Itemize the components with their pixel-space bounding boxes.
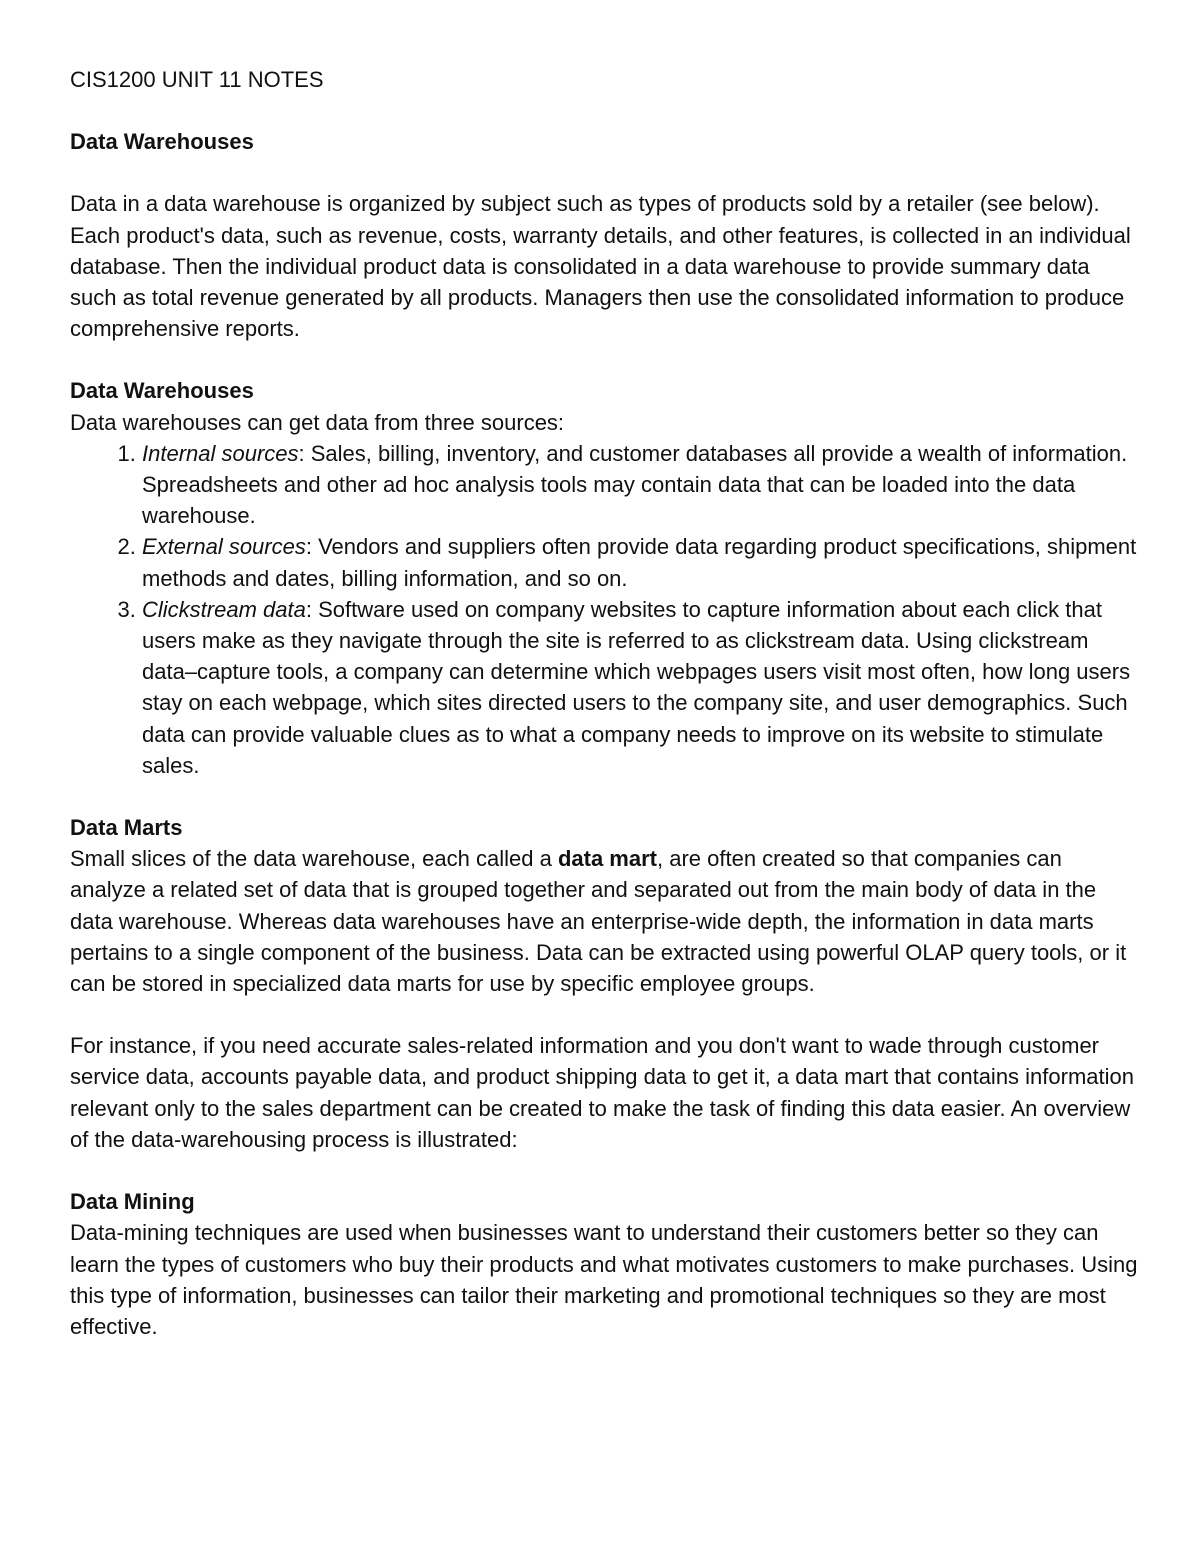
list-item-text: : Software used on company websites to capture information about each click that users make as they navigate through the site is referred to as clickstream data. Using clickstream data–capture tools, a company can determine which webpages users visit most often, how long users stay on each webpage, which sites directed users to the company site, and user demographics. Such data can provide valuable clues as to what a company needs to improve on its website to stimulate sales. bbox=[142, 596, 1131, 778]
list-item-text: : Sales, billing, inventory, and customer databases all provide a wealth of information. Spreadsheets and other ad hoc analysis tools may contain data that can be loaded into the data warehouse. bbox=[142, 440, 1128, 529]
section-heading: Data Marts bbox=[70, 815, 183, 841]
list-item bbox=[142, 531, 1140, 593]
section-paragraph: Data-mining techniques are used when businesses want to understand their customers better so they can learn the types of customers who buy their products and what motivates customers to make purchases. Using this type of information, businesses can tailor their marketing and promotional techniques so they are most effective. bbox=[70, 1220, 1138, 1339]
paragraph-text: , are often created so that companies can analyze a related set of data that is grouped together and separated out from the main body of data in the data warehouse. Whereas data warehouses have an enterprise-wide depth, the information in data marts pertains to a single component of the business. Data can be extracted using powerful OLAP query tools, or it can be stored in specialized data marts for use by specific employee groups. bbox=[70, 846, 1127, 997]
paragraph-text: Small slices of the data warehouse, each called a bbox=[70, 846, 558, 872]
bold-term: data mart bbox=[557, 846, 657, 872]
section-data-marts bbox=[70, 812, 1140, 1155]
section-paragraph bbox=[70, 843, 1140, 999]
list-item bbox=[142, 438, 1140, 532]
sources-list bbox=[70, 438, 1140, 781]
list-item bbox=[142, 594, 1140, 781]
section-paragraph-2: For instance, if you need accurate sales-related information and you don't want to wade through customer service data, accounts payable data, and product shipping data to get it, a data mart that contains information relevant only to the sales department can be created to make the task of finding this data easier. An overview of the data-warehousing process is illustrated: bbox=[70, 1033, 1134, 1152]
section-heading: Data Mining bbox=[70, 1189, 195, 1215]
list-item-text: : Vendors and suppliers often provide data regarding product specifications, shipment methods and dates, billing information, and so on. bbox=[142, 534, 1137, 591]
section-data-warehouses-sources bbox=[70, 375, 1140, 781]
section-intro: Data warehouses can get data from three sources: bbox=[70, 409, 565, 435]
document-title: CIS1200 UNIT 11 NOTES bbox=[70, 67, 324, 92]
list-item-term: Internal sources bbox=[142, 440, 299, 466]
section-data-mining bbox=[70, 1186, 1140, 1342]
section-heading: Data Warehouses bbox=[70, 129, 254, 155]
section-heading: Data Warehouses bbox=[70, 378, 254, 404]
section-paragraph: Data in a data warehouse is organized by subject such as types of products sold by a retailer (see below). Each product's data, such as revenue, costs, warranty details, and other features, is collected in an individual database. Then the individual product data is consolidated in a data warehouse to provide summary data such as total revenue generated by all products. Managers then use the consolidated information to produce comprehensive reports. bbox=[70, 191, 1131, 342]
list-item-term: Clickstream data bbox=[142, 596, 306, 622]
section-data-warehouses-overview bbox=[70, 126, 1140, 344]
list-item-term: External sources bbox=[142, 534, 306, 560]
